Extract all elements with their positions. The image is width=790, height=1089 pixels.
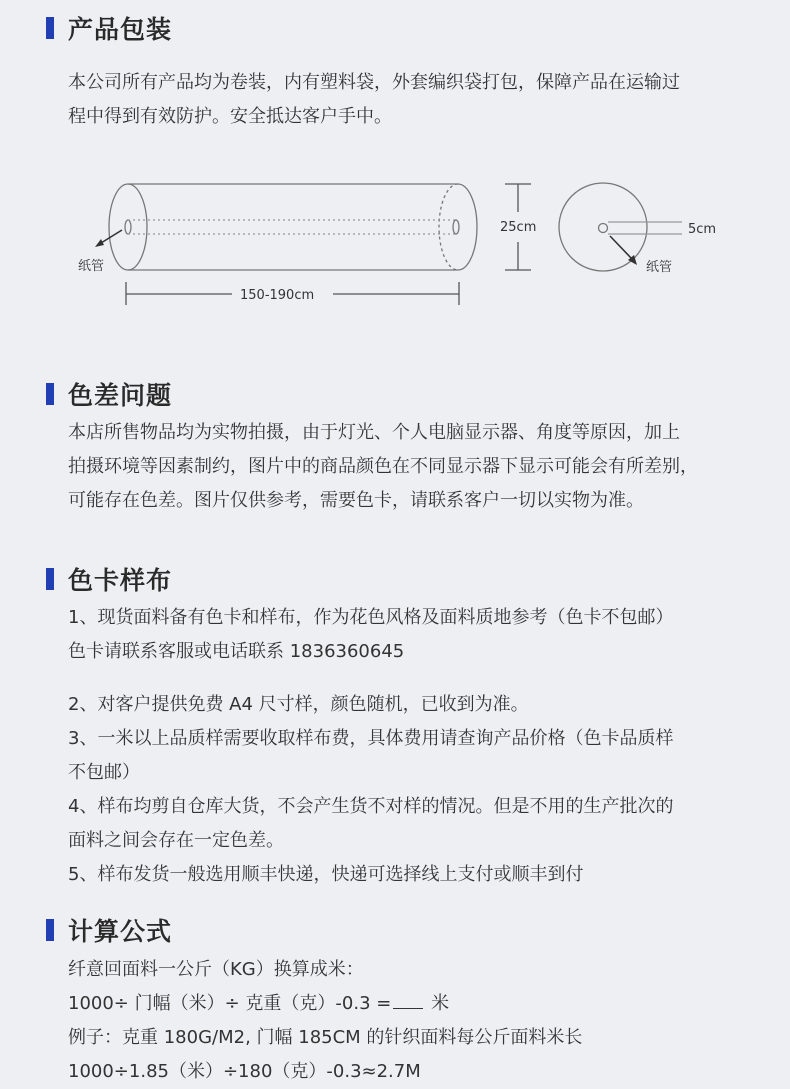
tube-label-right: 纸管 [646,260,673,275]
formula-unit: 米 [431,993,450,1014]
section-title-packaging [46,10,172,46]
color-diff-title: 色差问题 [68,381,173,410]
swatch-group-1 [68,601,758,669]
title-accent-bar [46,568,54,590]
roll-cross-section [559,183,682,271]
formula-example: 例子：克重 180G/M2, 门幅 185CM 的针织面料每公斤面料米长 [68,1027,583,1048]
packaging-text [68,66,758,134]
formula-example-calc: 1000÷1.85（米）÷180（克）-0.3≈2.7M [68,1061,421,1082]
title-accent-bar [46,17,54,39]
diameter-label: 25cm [500,220,537,235]
packaging-title: 产品包装 [68,15,173,44]
swatch-line: 3、一米以上品质样需要收取样布费，具体费用请查询产品价格（色卡品质样 [68,728,674,749]
swatch-title: 色卡样布 [68,566,173,595]
packaging-line: 程中得到有效防护。安全抵达客户手中。 [68,106,392,127]
formula-blank [393,990,423,1009]
title-accent-bar [46,919,54,941]
formula-text [68,953,758,1089]
swatch-line: 2、对客户提供免费 A4 尺寸样，颜色随机，已收到为准。 [68,694,529,715]
color-diff-line: 可能存在色差。图片仅供参考，需要色卡，请联系客户一切以实物为准。 [68,490,644,511]
section-title-swatch [46,561,172,597]
section-title-formula [46,912,172,948]
color-diff-line: 本店所售物品均为实物拍摄，由于灯光、个人电脑显示器、角度等原因，加上 [68,422,680,443]
title-accent-bar [46,383,54,405]
swatch-line: 面料之间会存在一定色差。 [68,830,284,851]
packaging-line: 本公司所有产品均为卷装，内有塑料袋，外套编织袋打包，保障产品在运输过 [68,72,680,93]
swatch-phone-line: 色卡请联系客服或电话联系 1836360645 [68,641,405,662]
formula-title: 计算公式 [68,917,173,946]
color-diff-text [68,416,758,518]
section-title-color-diff [46,376,172,412]
core-label: 5cm [688,222,717,237]
swatch-line: 不包邮） [68,762,140,783]
roll-cylinder [109,184,477,270]
roll-diagram [0,170,790,320]
swatch-line: 4、样布均剪自仓库大货，不会产生货不对样的情况。但是不用的生产批次的 [68,796,674,817]
color-diff-line: 拍摄环境等因素制约，图片中的商品颜色在不同显示器下显示可能会有所差别， [68,456,698,477]
formula-expression-prefix: 1000÷ 门幅（米）÷ 克重（克）-0.3 = [68,993,392,1014]
tube-label-left: 纸管 [78,259,105,274]
swatch-group-2 [68,688,758,892]
formula-expression [68,987,758,1021]
swatch-line: 1、现货面料备有色卡和样布，作为花色风格及面料质地参考（色卡不包邮） [68,607,674,628]
swatch-line: 5、样布发货一般选用顺丰快递，快递可选择线上支付或顺丰到付 [68,864,584,885]
formula-line: 纤意回面料一公斤（KG）换算成米： [68,959,364,980]
length-label: 150-190cm [240,288,315,303]
right-core-arrow [610,236,637,265]
